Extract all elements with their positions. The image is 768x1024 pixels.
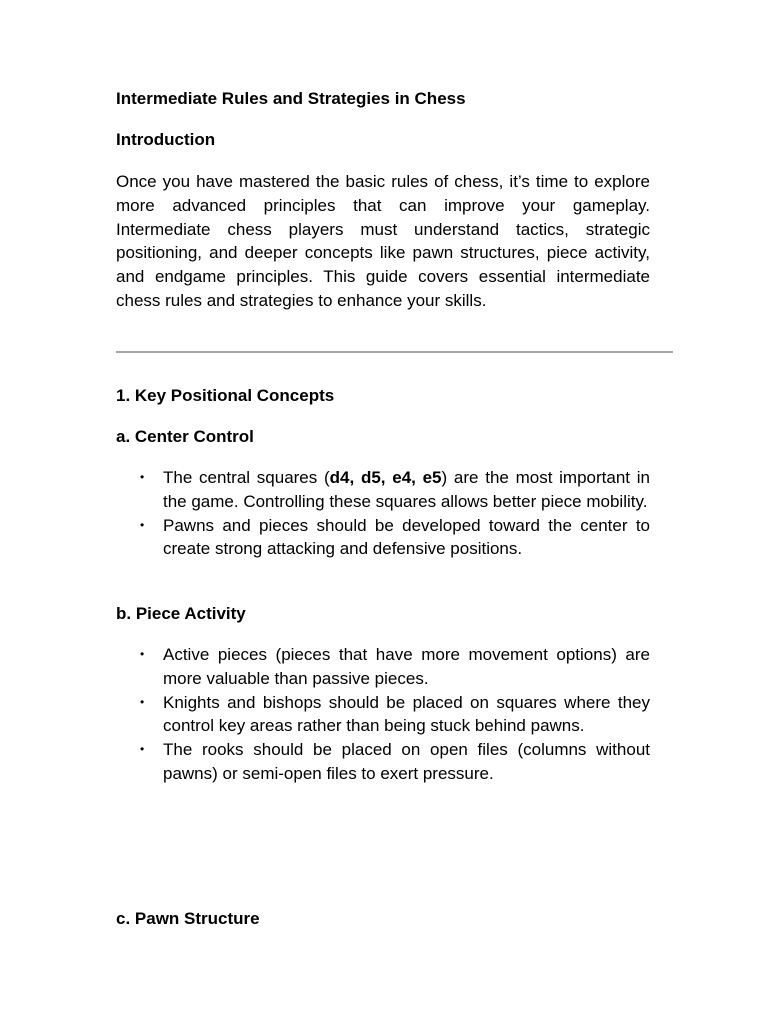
list-item-text-end: ) are the most important in the game. Controlling these squares allows better piece mobility. — [163, 468, 650, 511]
bullet-icon: • — [140, 470, 145, 484]
section-heading-key-positional-concepts: 1. Key Positional Concepts — [116, 386, 335, 405]
list-item-text: The rooks should be placed on open files (columns without pawns) or semi-open files to exert pressure. — [163, 740, 650, 783]
list-item-text-start: The central squares ( — [163, 468, 330, 487]
bullet-icon: • — [140, 517, 145, 532]
list-item — [116, 643, 650, 691]
central-squares-bold: d4, d5, e4, e5 — [329, 468, 442, 487]
list-item — [116, 466, 650, 514]
piece-activity-list — [116, 643, 650, 786]
intro-paragraph: Once you have mastered the basic rules of chess, it’s time to explore more advanced principles that can improve your gameplay. Intermediate chess players must understand tactics, strategic positioning, and deeper concepts like pawn structures, piece activity, and endgame principles. This guide covers essential intermediate chess rules and strategies to enhance your skills. — [116, 172, 650, 310]
list-item — [116, 514, 650, 562]
list-item — [116, 738, 650, 786]
list-item-text: Knights and bishops should be placed on squares where they control key areas rather than being stuck behind pawns. — [163, 692, 650, 736]
list-item-text: Pawns and pieces should be developed toward the center to create strong attacking and defensive positions. — [163, 515, 650, 559]
subheading-center-control: a. Center Control — [116, 427, 254, 446]
intro-heading: Introduction — [116, 130, 216, 149]
subheading-pawn-structure: c. Pawn Structure — [116, 909, 260, 928]
subheading-piece-activity: b. Piece Activity — [116, 604, 246, 623]
document-title: Intermediate Rules and Strategies in Chess — [116, 89, 466, 108]
list-item-text: Active pieces (pieces that have more movement options) are more valuable than passive pieces. — [163, 645, 650, 688]
center-control-list — [116, 466, 650, 561]
horizontal-divider — [116, 351, 673, 353]
list-item — [116, 691, 650, 739]
bullet-icon: • — [140, 742, 145, 757]
bullet-icon: • — [140, 647, 145, 661]
bullet-icon: • — [140, 694, 145, 709]
